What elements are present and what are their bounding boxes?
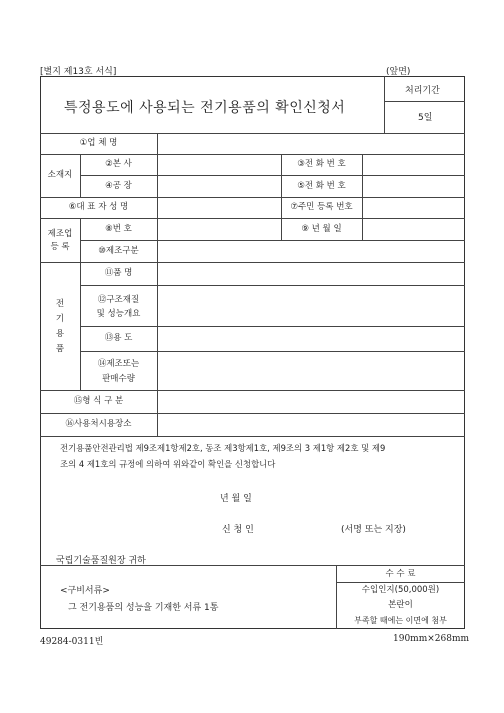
product-name-label: ⑪품 명 xyxy=(104,268,133,278)
phone-label-2: ⑤전 화 번 호 xyxy=(297,181,346,191)
form-title: 특정용도에 사용되는 전기용품의 확인신청서 xyxy=(64,100,346,116)
use-place-label: ⑯사용처시용장소 xyxy=(65,419,132,429)
model-type-label: ⑮형 식 구 분 xyxy=(73,396,124,406)
phone-label-1: ③전 화 번 호 xyxy=(297,159,346,169)
electrical-goods-label-2: 기 xyxy=(55,314,65,324)
reg-number-field[interactable] xyxy=(158,219,280,240)
product-name-field[interactable] xyxy=(158,263,464,285)
fee-title: 수 수 료 xyxy=(385,569,416,579)
fee-line-3: 부족할 때에는 이면에 첨부 xyxy=(354,616,447,625)
processing-period-value: 5일 xyxy=(418,113,433,123)
required-docs-item: 그 전기용품의 성능을 기재한 서류 1통 xyxy=(68,603,219,613)
form-id: [별지 제13호 서식] xyxy=(40,67,117,77)
application-date-line: 년 월 일 xyxy=(220,494,252,504)
factory-label: ④공 장 xyxy=(105,181,132,191)
usage-field[interactable] xyxy=(158,327,464,351)
page-side-label: (앞면) xyxy=(386,67,411,77)
company-name-label: ①업 체 명 xyxy=(79,138,118,148)
reg-date-label: ⑨ 년 월 일 xyxy=(301,224,342,234)
quantity-field[interactable] xyxy=(158,352,464,390)
phone-field-1[interactable] xyxy=(363,155,464,175)
use-place-field[interactable] xyxy=(158,414,464,436)
structure-label-2: 및 성능개요 xyxy=(96,309,141,319)
fee-line-2: 본란이 xyxy=(388,600,413,610)
factory-field[interactable] xyxy=(158,176,280,197)
fee-line-1: 수입인지(50,000원) xyxy=(361,585,440,595)
reg-number-label: ⑧번 호 xyxy=(105,224,132,234)
structure-label-1: ⑫구조재질 xyxy=(97,295,140,305)
mfr-type-label: ⑩제조구분 xyxy=(98,246,139,256)
representative-label: ⑥대 표 자 성 명 xyxy=(68,202,129,212)
model-type-field[interactable] xyxy=(158,391,464,413)
main-office-field[interactable] xyxy=(158,155,280,175)
reg-date-field[interactable] xyxy=(363,219,464,240)
statement-line-1: 전기용품안전관리법 제9조제1항제2호, 동조 제3항제1호, 제9조의 3 제1항 제2호 및 제9 xyxy=(60,443,386,453)
main-office-label: ②본 사 xyxy=(105,159,132,169)
electrical-goods-label-3: 용 xyxy=(55,329,65,339)
quantity-label-2: 판매수량 xyxy=(102,374,135,384)
paper-size: 190mm×268mm xyxy=(393,634,470,644)
statement-line-2: 조의 4 제1호의 규정에 의하여 위와같이 확인을 신청합니다 xyxy=(60,459,276,469)
mfr-type-field[interactable] xyxy=(158,241,464,262)
electrical-goods-label-4: 품 xyxy=(55,344,65,354)
structure-field[interactable] xyxy=(158,286,464,326)
addressee: 국립기술품질원장 귀하 xyxy=(56,556,146,566)
representative-field[interactable] xyxy=(158,198,280,218)
required-docs-title: <구비서류> xyxy=(60,586,110,596)
applicant-label: 신 청 인 xyxy=(222,525,254,535)
phone-field-2[interactable] xyxy=(363,176,464,197)
resident-number-field[interactable] xyxy=(363,198,464,218)
processing-period-label: 처리기간 xyxy=(405,86,440,96)
mfr-registration-label-1: 제조업 xyxy=(47,229,73,239)
form-code: 49284-0311빈 xyxy=(40,637,104,647)
electrical-goods-label-1: 전 xyxy=(55,299,65,309)
usage-label: ⑬용 도 xyxy=(104,333,133,343)
company-name-field[interactable] xyxy=(158,134,464,154)
mfr-registration-label-2: 등 록 xyxy=(50,242,70,252)
resident-number-label: ⑦주민 등록 번호 xyxy=(290,202,353,212)
quantity-label-1: ⑭제조또는 xyxy=(97,359,140,369)
signature-note: (서명 또는 지장) xyxy=(341,525,406,535)
location-label: 소재지 xyxy=(47,170,73,180)
